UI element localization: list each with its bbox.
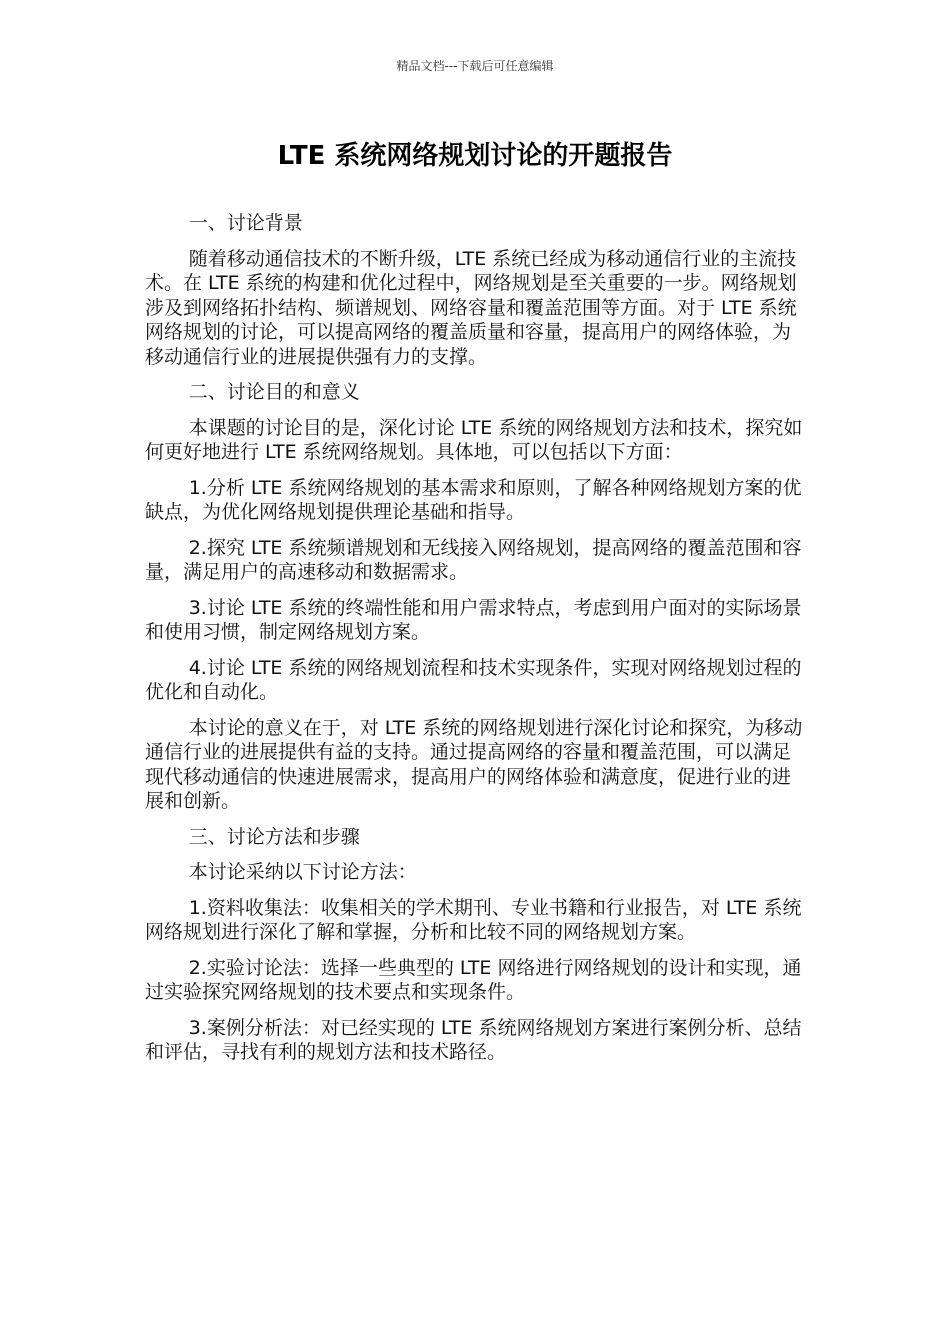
paragraph-methods-intro: 本讨论采纳以下讨论方法： (188, 861, 417, 883)
header-note: 精品文档---下载后可任意编辑 (396, 59, 554, 73)
paragraph-significance: 本讨论的意义在于，对 LTE 系统的网络规划进行深化讨论和探究，为移动通信行业的进展提供有益的支持。通过提高网络的容量和覆盖范围，可以满足现代移动通信的快速进展需求，提高用户的网络体验和满意度，促进行业的进展和创新。 (145, 716, 803, 812)
section-heading-methods: 三、讨论方法和步骤 (188, 825, 360, 848)
list-item-purpose-4: 4.讨论 LTE 系统的网络规划流程和技术实现条件，实现对网络规划过程的优化和自动化。 (145, 656, 802, 703)
paragraph-purpose-intro: 本课题的讨论目的是，深化讨论 LTE 系统的网络规划方法和技术，探究如何更好地进行 LTE 系统网络规划。具体地，可以包括以下方面： (145, 416, 803, 463)
list-item-purpose-3: 3.讨论 LTE 系统的终端性能和用户需求特点，考虑到用户面对的实际场景和使用习惯，制定网络规划方案。 (145, 596, 802, 643)
list-item-purpose-1: 1.分析 LTE 系统网络规划的基本需求和原则，了解各种网络规划方案的优缺点，为优化网络规划提供理论基础和指导。 (145, 476, 802, 523)
list-item-method-2: 2.实验讨论法：选择一些典型的 LTE 网络进行网络规划的设计和实现，通过实验探究网络规划的技术要点和实现条件。 (145, 956, 802, 1003)
document-body (145, 211, 805, 1076)
list-item-method-3: 3.案例分析法：对已经实现的 LTE 系统网络规划方案进行案例分析、总结和评估，寻找有利的规划方法和技术路径。 (145, 1016, 802, 1063)
section-heading-background: 一、讨论背景 (188, 212, 303, 234)
list-item-method-1: 1.资料收集法：收集相关的学术期刊、专业书籍和行业报告，对 LTE 系统网络规划进行深化了解和掌握，分析和比较不同的网络规划方案。 (145, 896, 802, 943)
paragraph-background: 随着移动通信技术的不断升级，LTE 系统已经成为移动通信行业的主流技术。在 LTE 系统的构建和优化过程中，网络规划是至关重要的一步。网络规划涉及到网络拓扑结构、频谱规划、网络容量和覆盖范围等方面。对于 LTE 系统网络规划的讨论，可以提高网络的覆盖质量和容量，提高用户的网络体验，为移动通信行业的进展提供强有力的支撑。 (145, 247, 797, 368)
section-heading-purpose: 二、讨论目的和意义 (188, 381, 360, 403)
list-item-purpose-2: 2.探究 LTE 系统频谱规划和无线接入网络规划，提高网络的覆盖范围和容量，满足用户的高速移动和数据需求。 (145, 536, 802, 583)
document-title: LTE 系统网络规划讨论的开题报告 (277, 141, 673, 171)
